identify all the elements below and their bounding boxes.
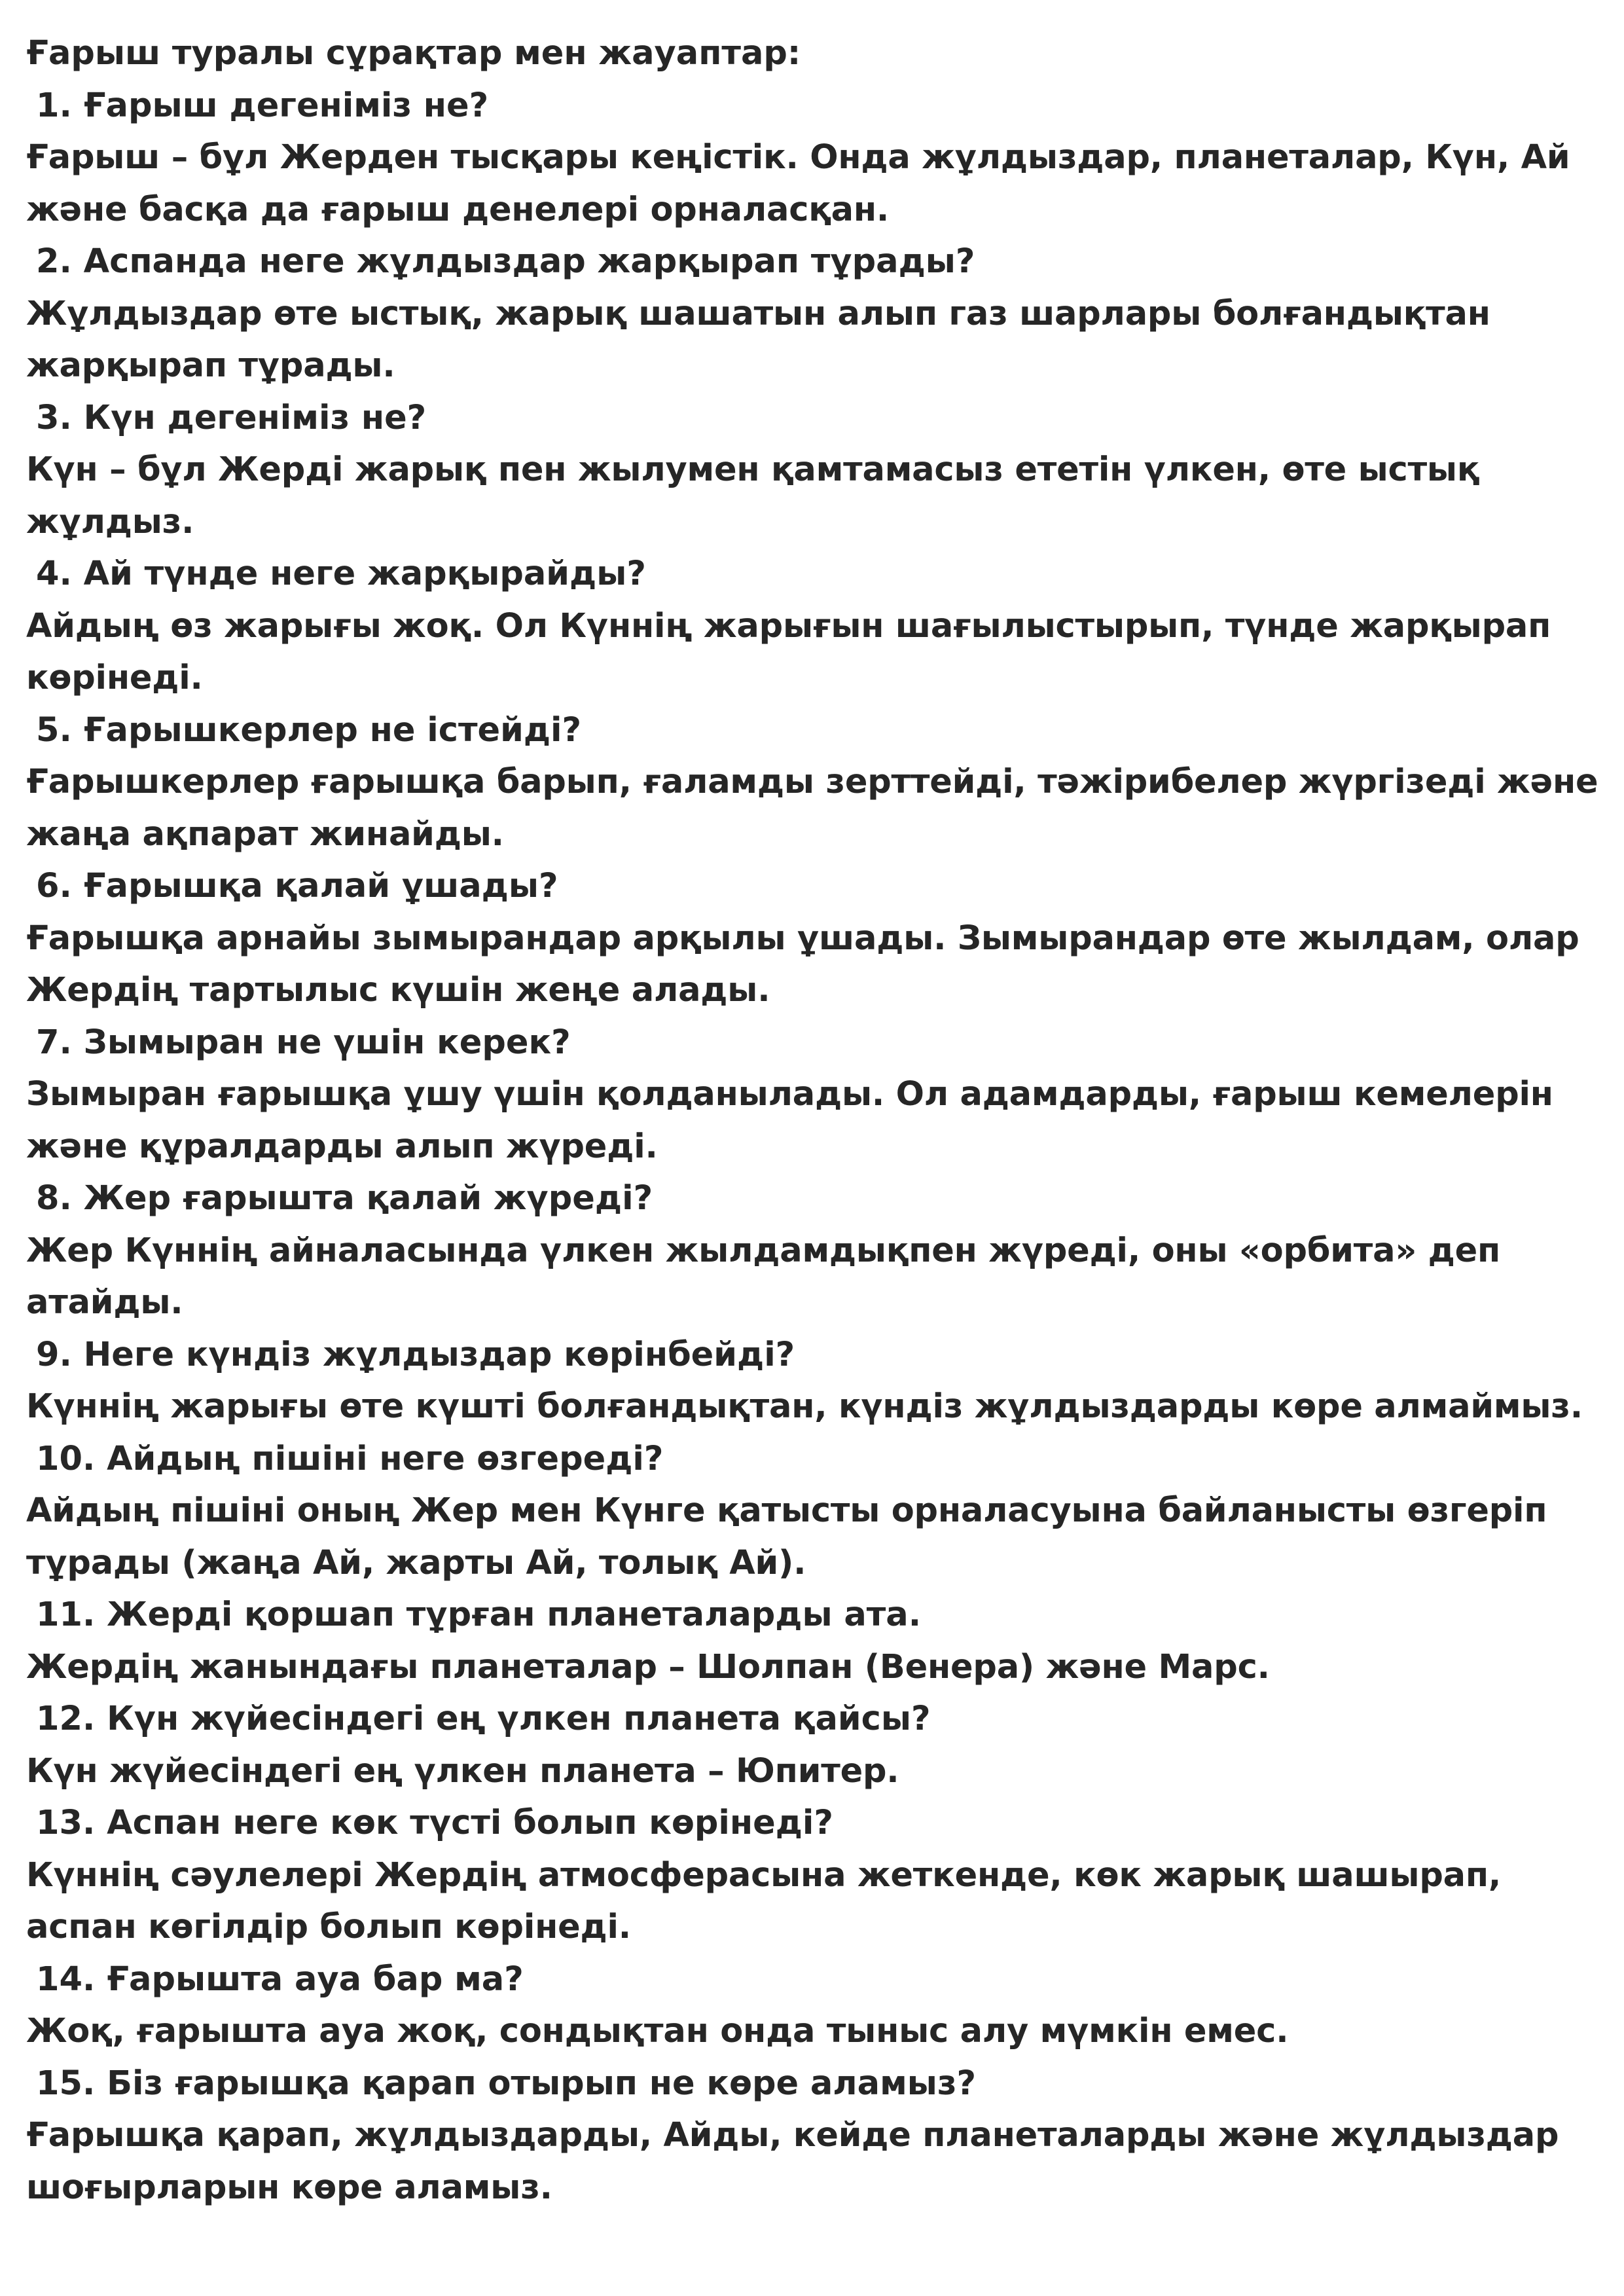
answer: Жердің жанындағы планеталар – Шолпан (Венера) және Марс. [26,1647,1270,1686]
qa-item [26,1017,1610,1173]
answer: Зымыран ғарышқа ұшу үшін қолданылады. Ол адамдарды, ғарыш кемелерін және құралдарды алып жүреді. [26,1075,1553,1166]
answer: Жоқ, ғарышта ауа жоқ, сондықтан онда тыныс алу мүмкін емес. [26,2012,1289,2050]
answer: Жұлдыздар өте ыстық, жарық шашатын алып газ шарлары болғандықтан жарқырап тұрады. [26,294,1490,385]
page-title: Ғарыш туралы сұрақтар мен жауаптар: [26,34,801,73]
qa-item [26,1433,1610,1590]
question: 9. Неге күндіз жұлдыздар көрінбейді? [36,1335,795,1374]
answer: Ғарышқа арнайы зымырандар арқылы ұшады. Зымырандар өте жылдам, олар Жердің тартылыс күшін жеңе алады. [26,919,1579,1010]
answer: Жер Күннің айналасында үлкен жылдамдықпен жүреді, оны «орбита» деп атайды. [26,1231,1501,1322]
answer: Айдың пішіні оның Жер мен Күнге қатысты орналасуына байланысты өзгеріп тұрады (жаңа Ай, жарты Ай, толық Ай). [26,1491,1547,1582]
answer: Ғарыш – бұл Жерден тысқары кеңістік. Онда жұлдыздар, планеталар, Күн, Ай және басқа да ғарыш денелері орналасқан. [26,138,1570,229]
question: 11. Жерді қоршап тұрған планеталарды ата. [36,1595,922,1634]
qa-item [26,704,1610,861]
qa-item [26,1797,1610,1954]
answer: Күннің жарығы өте күшті болғандықтан, күндіз жұлдыздарды көре алмаймыз. [26,1387,1583,1426]
answer: Айдың өз жарығы жоқ. Ол Күннің жарығын шағылыстырып, түнде жарқырап көрінеді. [26,606,1551,697]
answer: Ғарышкерлер ғарышқа барып, ғаламды зерттейді, тәжірибелер жүргізеді және жаңа ақпарат жинайды. [26,763,1598,854]
question: 7. Зымыран не үшін керек? [36,1023,571,1062]
qa-item [26,1329,1610,1433]
answer: Күн жүйесіндегі ең үлкен планета – Юпитер. [26,1751,899,1791]
question: 12. Күн жүйесіндегі ең үлкен планета қайсы? [36,1700,931,1738]
question: 15. Біз ғарышқа қарап отырып не көре аламыз? [36,2064,977,2103]
qa-item [26,1589,1610,1693]
question: 2. Аспанда неге жұлдыздар жарқырап тұрады? [36,242,975,281]
qa-item [26,392,1610,549]
document-page [26,27,1610,2214]
qa-item [26,236,1610,392]
question: 5. Ғарышкерлер не істейді? [36,710,582,750]
qa-item [26,2058,1610,2214]
qa-item [26,860,1610,1017]
question: 14. Ғарышта ауа бар ма? [36,1959,524,1999]
question: 6. Ғарышқа қалай ұшады? [36,867,558,905]
answer: Күн – бұл Жерді жарық пен жылумен қамтамасыз ететін үлкен, өте ыстық жұлдыз. [26,450,1480,541]
qa-item [26,1173,1610,1329]
qa-item [26,1693,1610,1797]
question: 10. Айдың пішіні неге өзгереді? [36,1439,664,1478]
question: 1. Ғарыш дегеніміз не? [36,86,489,125]
question: 13. Аспан неге көк түсті болып көрінеді? [36,1804,833,1842]
question: 3. Күн дегеніміз не? [36,398,427,437]
qa-item [26,548,1610,704]
question: 8. Жер ғарышта қалай жүреді? [36,1179,653,1218]
question: 4. Ай түнде неге жарқырайды? [36,555,646,593]
answer: Ғарышқа қарап, жұлдыздарды, Айды, кейде планеталарды және жұлдыздар шоғырларын көре аламыз. [26,2116,1559,2207]
answer: Күннің сәулелері Жердің атмосферасына жеткенде, көк жарық шашырап, аспан көгілдір болып көрінеді. [26,1855,1502,1946]
qa-item [26,80,1610,236]
qa-item [26,1954,1610,2058]
